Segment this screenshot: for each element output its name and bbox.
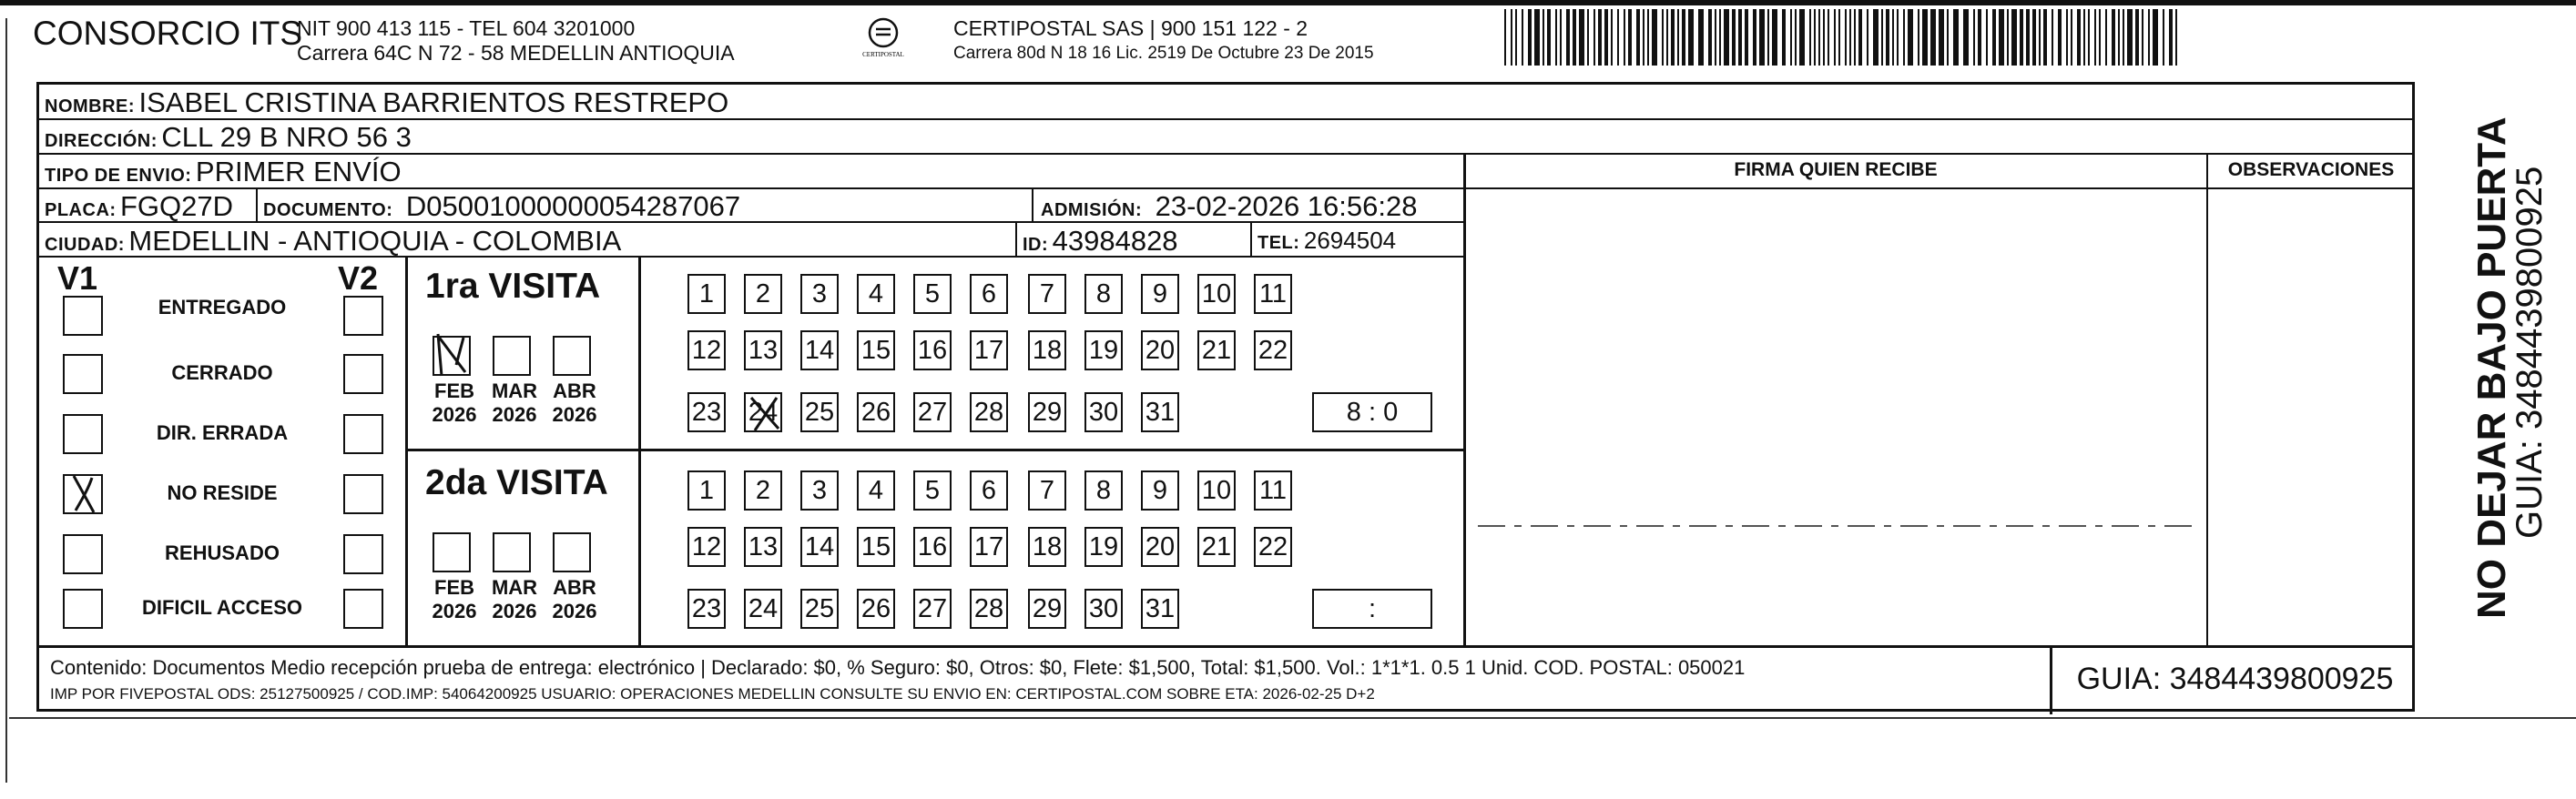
day-box[interactable]: 1 xyxy=(687,470,726,511)
barcode-bar xyxy=(1759,9,1765,66)
barcode-bar xyxy=(1724,9,1729,66)
day-box[interactable]: 15 xyxy=(857,330,895,370)
day-box[interactable]: 14 xyxy=(800,330,839,370)
day-box[interactable]: 28 xyxy=(970,392,1008,432)
barcode-bar xyxy=(2094,9,2096,66)
id-field: ID: 43984828 xyxy=(1023,225,1178,257)
day-box[interactable]: 7 xyxy=(1028,274,1066,314)
barcode-bar xyxy=(1636,9,1640,66)
carrier-line: CERTIPOSTAL SAS | 900 151 122 - 2 xyxy=(953,16,1308,40)
barcode-bar xyxy=(1834,9,1836,66)
barcode-bar xyxy=(1897,9,1899,66)
barcode-bar xyxy=(1587,9,1589,66)
barcode-bar xyxy=(1999,9,2004,66)
barcode-bar xyxy=(2142,9,2143,66)
v2-checkbox[interactable] xyxy=(343,296,383,336)
barcode-bar xyxy=(1543,9,1544,66)
month-checkbox[interactable] xyxy=(553,532,591,572)
day-box[interactable]: 31 xyxy=(1141,589,1179,629)
day-box[interactable]: 23 xyxy=(687,589,726,629)
day-box[interactable]: 23 xyxy=(687,392,726,432)
barcode-bar xyxy=(2127,9,2133,66)
observaciones-header: OBSERVACIONES xyxy=(2227,159,2395,180)
barcode-bar xyxy=(1555,9,1557,66)
side-guia: GUIA: 3484439800925 xyxy=(2510,166,2550,539)
barcode-bar xyxy=(2020,9,2023,66)
barcode-bar xyxy=(1922,9,1928,66)
carrier-address: Carrera 80d N 18 16 Lic. 2519 De Octubre 23 De 2015 xyxy=(953,44,1374,63)
tipo-envio-value: PRIMER ENVÍO xyxy=(195,156,402,187)
barcode-bar xyxy=(1818,9,1820,66)
barcode-bar xyxy=(1772,9,1777,66)
barcode-bar xyxy=(1504,9,1506,66)
day-box[interactable]: 19 xyxy=(1084,527,1123,567)
barcode-bar xyxy=(1593,9,1595,66)
barcode-bar xyxy=(2135,9,2139,66)
barcode-bar xyxy=(2039,9,2041,66)
barcode-bar xyxy=(1647,9,1649,66)
day-box[interactable]: 4 xyxy=(857,470,895,511)
barcode-bar xyxy=(1918,9,1919,66)
barcode-bar xyxy=(1939,9,1944,66)
day-box[interactable]: 9 xyxy=(1141,274,1179,314)
barcode-bar xyxy=(1560,9,1562,66)
day-box[interactable]: 15 xyxy=(857,527,895,567)
guia-box: GUIA: 3484439800925 xyxy=(2050,647,2418,714)
barcode xyxy=(1504,9,2184,66)
barcode-bar xyxy=(1892,9,1894,66)
admision-field: ADMISIÓN: 23-02-2026 16:56:28 xyxy=(1041,190,1418,222)
month-label xyxy=(425,576,484,623)
barcode-bar xyxy=(2118,9,2120,66)
v1-checkbox[interactable] xyxy=(63,589,103,629)
day-box[interactable]: 4 xyxy=(857,274,895,314)
day-box[interactable]: 24 xyxy=(744,392,782,432)
day-box[interactable]: 20 xyxy=(1141,527,1179,567)
month-year: 2026 xyxy=(552,600,597,622)
month-label xyxy=(545,379,604,427)
month-label xyxy=(425,379,484,427)
day-box[interactable]: 6 xyxy=(970,274,1008,314)
barcode-bar xyxy=(2123,9,2124,66)
barcode-bar xyxy=(1809,9,1811,66)
company-address: Carrera 64C N 72 - 58 MEDELLIN ANTIOQUIA xyxy=(297,41,735,65)
barcode-bar xyxy=(2083,9,2085,66)
barcode-bar xyxy=(2011,9,2017,66)
day-box[interactable]: 10 xyxy=(1197,274,1236,314)
barcode-bar xyxy=(2175,9,2177,66)
v1-header: V1 xyxy=(57,259,98,297)
day-box[interactable]: 8 xyxy=(1084,274,1123,314)
barcode-bar xyxy=(1867,9,1868,66)
day-box[interactable]: 16 xyxy=(913,330,952,370)
barcode-bar xyxy=(1522,9,1523,66)
barcode-bar xyxy=(1873,9,1879,66)
documento-field: DOCUMENTO: D05001000000054287067 xyxy=(263,190,741,222)
day-box[interactable]: 6 xyxy=(970,470,1008,511)
company-info xyxy=(297,16,735,66)
barcode-bar xyxy=(2099,9,2101,66)
id-value: 43984828 xyxy=(1052,225,1178,257)
barcode-bar xyxy=(1790,9,1792,66)
barcode-bar xyxy=(1828,9,1829,66)
month-label xyxy=(485,379,544,427)
direccion-field: DIRECCIÓN: CLL 29 B NRO 56 3 xyxy=(45,121,412,153)
tel-value: 2694504 xyxy=(1303,227,1397,254)
month-name: ABR xyxy=(553,379,596,402)
day-box[interactable]: 27 xyxy=(913,392,952,432)
day-box[interactable]: 18 xyxy=(1028,330,1066,370)
barcode-bar xyxy=(1849,9,1851,66)
month-year: 2026 xyxy=(432,600,477,622)
certipostal-logo xyxy=(856,16,911,62)
day-box[interactable]: 3 xyxy=(800,274,839,314)
barcode-bar xyxy=(1845,9,1847,66)
day-box[interactable]: 11 xyxy=(1254,274,1292,314)
barcode-bar xyxy=(1671,9,1675,66)
month-name: ABR xyxy=(553,576,596,599)
v1-checkbox[interactable] xyxy=(63,474,103,514)
barcode-bar xyxy=(1688,9,1694,66)
v1-checkbox[interactable] xyxy=(63,414,103,454)
barcode-bar xyxy=(1814,9,1816,66)
barcode-bar xyxy=(1719,9,1721,66)
status-label: CERRADO xyxy=(171,361,273,384)
month-year: 2026 xyxy=(492,403,537,426)
barcode-bar xyxy=(1973,9,1975,66)
day-box[interactable]: 21 xyxy=(1197,527,1236,567)
day-box[interactable]: 2 xyxy=(744,470,782,511)
barcode-bar xyxy=(1986,9,1988,66)
barcode-bar xyxy=(2169,9,2173,66)
barcode-bar xyxy=(1738,9,1742,66)
day-box[interactable]: 11 xyxy=(1254,470,1292,511)
barcode-bar xyxy=(1953,9,1959,66)
barcode-bar xyxy=(1566,9,1570,66)
v2-checkbox[interactable] xyxy=(343,534,383,574)
ciudad-value: MEDELLIN - ANTIOQUIA - COLOMBIA xyxy=(128,225,622,257)
barcode-bar xyxy=(1677,9,1679,66)
barcode-bar xyxy=(1854,9,1856,66)
barcode-bar xyxy=(2043,9,2047,66)
barcode-bar xyxy=(1698,9,1704,66)
day-box[interactable]: 13 xyxy=(744,527,782,567)
visit-time-box[interactable]: 8 : 0 xyxy=(1312,392,1432,432)
barcode-bar xyxy=(1604,9,1608,66)
barcode-bar xyxy=(1753,9,1756,66)
day-box[interactable]: 17 xyxy=(970,527,1008,567)
month-year: 2026 xyxy=(432,403,477,426)
v2-checkbox[interactable] xyxy=(343,414,383,454)
nit-line: NIT 900 413 115 - TEL 604 3201000 xyxy=(297,16,636,40)
day-box[interactable]: 27 xyxy=(913,589,952,629)
barcode-bar xyxy=(1643,9,1644,66)
day-box[interactable]: 9 xyxy=(1141,470,1179,511)
carrier-info xyxy=(953,16,1374,66)
barcode-bar xyxy=(1573,9,1576,66)
day-box[interactable]: 25 xyxy=(800,392,839,432)
barcode-bar xyxy=(1662,9,1664,66)
documento-value: D05001000000054287067 xyxy=(405,190,741,222)
barcode-bar xyxy=(2163,9,2164,66)
status-label: DIR. ERRADA xyxy=(156,421,289,444)
day-box[interactable]: 28 xyxy=(970,589,1008,629)
v2-header: V2 xyxy=(338,259,379,297)
day-box[interactable]: 26 xyxy=(857,392,895,432)
day-box[interactable]: 30 xyxy=(1084,392,1123,432)
footer-content: Contenido: Documentos Medio recepción prueba de entrega: electrónico | Declarado: $0, % Seguro: $0, Otros: $0, Flete: $1,500, Total: $1,500. Vol.: 1*1*1. 0.5 1 Unid. COD. POSTAL: 050021 xyxy=(50,656,1746,679)
day-box[interactable]: 25 xyxy=(800,589,839,629)
barcode-bar xyxy=(1858,9,1862,66)
visit-time-box[interactable]: : xyxy=(1312,589,1432,629)
barcode-bar xyxy=(1666,9,1668,66)
barcode-bar xyxy=(1528,9,1532,66)
barcode-bar xyxy=(1881,9,1883,66)
day-box[interactable]: 12 xyxy=(687,527,726,567)
day-box[interactable]: 22 xyxy=(1254,527,1292,567)
status-label: ENTREGADO xyxy=(158,296,287,319)
barcode-bar xyxy=(1624,9,1625,66)
barcode-bar xyxy=(1732,9,1736,66)
day-box[interactable]: 20 xyxy=(1141,330,1179,370)
month-checkbox[interactable] xyxy=(493,336,531,376)
left-edge xyxy=(5,18,7,783)
day-box[interactable]: 24 xyxy=(744,589,782,629)
barcode-bar xyxy=(1515,9,1517,66)
nombre-value: ISABEL CRISTINA BARRIENTOS RESTREPO xyxy=(138,86,729,118)
barcode-bar xyxy=(2071,9,2072,66)
month-checkbox[interactable] xyxy=(553,336,591,376)
barcode-bar xyxy=(1617,9,1619,66)
tipo-envio-field: TIPO DE ENVIO: PRIMER ENVÍO xyxy=(45,156,402,187)
barcode-bar xyxy=(1579,9,1584,66)
barcode-bar xyxy=(2105,9,2107,66)
day-box[interactable]: 29 xyxy=(1028,392,1066,432)
day-box[interactable]: 3 xyxy=(800,470,839,511)
barcode-bar xyxy=(1767,9,1769,66)
day-box[interactable]: 22 xyxy=(1254,330,1292,370)
v2-checkbox[interactable] xyxy=(343,354,383,394)
day-box[interactable]: 21 xyxy=(1197,330,1236,370)
barcode-bar xyxy=(2026,9,2030,66)
month-label xyxy=(485,576,544,623)
barcode-bar xyxy=(2148,9,2150,66)
month-checkbox[interactable] xyxy=(433,336,471,376)
top-edge xyxy=(0,0,2576,5)
barcode-bar xyxy=(2153,9,2158,66)
barcode-bar xyxy=(1992,9,1996,66)
company-name: CONSORCIO ITS xyxy=(33,15,303,52)
barcode-bar xyxy=(2088,9,2090,66)
day-box[interactable]: 1 xyxy=(687,274,726,314)
day-box[interactable]: 16 xyxy=(913,527,952,567)
month-name: MAR xyxy=(491,576,538,599)
month-name: MAR xyxy=(491,379,538,402)
barcode-bar xyxy=(1547,9,1551,66)
day-box[interactable]: 8 xyxy=(1084,470,1123,511)
day-box[interactable]: 17 xyxy=(970,330,1008,370)
ciudad-field: CIUDAD: MEDELLIN - ANTIOQUIA - COLOMBIA xyxy=(45,225,622,257)
month-label xyxy=(545,576,604,623)
bottom-edge xyxy=(9,717,2576,719)
v1-checkbox[interactable] xyxy=(63,354,103,394)
day-box[interactable]: 31 xyxy=(1141,392,1179,432)
barcode-bar xyxy=(2007,9,2009,66)
barcode-bar xyxy=(1886,9,1889,66)
day-box[interactable]: 19 xyxy=(1084,330,1123,370)
signature-line xyxy=(1478,521,2206,531)
day-box[interactable]: 7 xyxy=(1028,470,1066,511)
tel-field: TEL: 2694504 xyxy=(1257,227,1397,254)
month-name: FEB xyxy=(434,576,474,599)
status-label: NO RESIDE xyxy=(167,481,278,504)
barcode-bar xyxy=(1978,9,1981,66)
firma-header: FIRMA QUIEN RECIBE xyxy=(1734,159,1938,180)
month-name: FEB xyxy=(434,379,474,402)
month-checkbox[interactable] xyxy=(433,532,471,572)
barcode-bar xyxy=(1611,9,1613,66)
barcode-bar xyxy=(2032,9,2036,66)
day-box[interactable]: 18 xyxy=(1028,527,1066,567)
day-box[interactable]: 5 xyxy=(913,274,952,314)
barcode-bar xyxy=(1511,9,1512,66)
visit2-title: 2da VISITA xyxy=(425,463,608,502)
barcode-bar xyxy=(1947,9,1949,66)
v1-checkbox[interactable] xyxy=(63,534,103,574)
nombre-field: NOMBRE: ISABEL CRISTINA BARRIENTOS RESTREPO xyxy=(45,86,729,118)
v2-checkbox[interactable] xyxy=(343,589,383,629)
barcode-bar xyxy=(1799,9,1805,66)
barcode-bar xyxy=(1628,9,1632,66)
day-box[interactable]: 14 xyxy=(800,527,839,567)
footer-imp: IMP POR FIVEPOSTAL ODS: 25127500925 / COD.IMP: 54064200925 USUARIO: OPERACIONES MEDELLIN CONSULTE SU ENVIO EN: CERTIPOSTAL.COM SOBRE ETA: 2026-02-25 D+2 xyxy=(50,685,1375,703)
no-dejar-notice: NO DEJAR BAJO PUERTA xyxy=(2469,116,2514,619)
direccion-value: CLL 29 B NRO 56 3 xyxy=(161,121,412,153)
barcode-bar xyxy=(1838,9,1840,66)
status-label: DIFICIL ACCESO xyxy=(141,596,302,619)
admision-value: 23-02-2026 16:56:28 xyxy=(1155,190,1418,222)
month-year: 2026 xyxy=(492,600,537,622)
day-box[interactable]: 30 xyxy=(1084,589,1123,629)
day-box[interactable]: 26 xyxy=(857,589,895,629)
svg-text:CERTIPOSTAL: CERTIPOSTAL xyxy=(862,51,904,58)
barcode-bar xyxy=(1652,9,1657,66)
barcode-bar xyxy=(1534,9,1540,66)
barcode-bar xyxy=(1795,9,1797,66)
barcode-bar xyxy=(1908,9,1913,66)
barcode-bar xyxy=(1708,9,1712,66)
barcode-bar xyxy=(1930,9,1936,66)
placa-field: PLACA: FGQ27D xyxy=(45,190,234,222)
v2-checkbox[interactable] xyxy=(343,474,383,514)
day-box[interactable]: 13 xyxy=(744,330,782,370)
barcode-bar xyxy=(1963,9,1969,66)
barcode-bar xyxy=(1715,9,1716,66)
day-box[interactable]: 29 xyxy=(1028,589,1066,629)
status-label: REHUSADO xyxy=(165,541,280,564)
barcode-bar xyxy=(2112,9,2115,66)
barcode-bar xyxy=(1598,9,1602,66)
v1-checkbox[interactable] xyxy=(63,296,103,336)
month-year: 2026 xyxy=(552,403,597,426)
barcode-bar xyxy=(2066,9,2068,66)
day-box[interactable]: 5 xyxy=(913,470,952,511)
barcode-bar xyxy=(2052,9,2053,66)
placa-value: FGQ27D xyxy=(120,190,234,222)
visit1-title: 1ra VISITA xyxy=(425,267,601,306)
day-box[interactable]: 12 xyxy=(687,330,726,370)
barcode-bar xyxy=(1745,9,1748,66)
barcode-bar xyxy=(1903,9,1905,66)
barcode-bar xyxy=(2077,9,2081,66)
barcode-bar xyxy=(1682,9,1685,66)
day-box[interactable]: 10 xyxy=(1197,470,1236,511)
delivery-form xyxy=(36,82,2415,712)
barcode-bar xyxy=(1823,9,1825,66)
barcode-bar xyxy=(2058,9,2062,66)
day-box[interactable]: 2 xyxy=(744,274,782,314)
barcode-bar xyxy=(1782,9,1786,66)
month-checkbox[interactable] xyxy=(493,532,531,572)
